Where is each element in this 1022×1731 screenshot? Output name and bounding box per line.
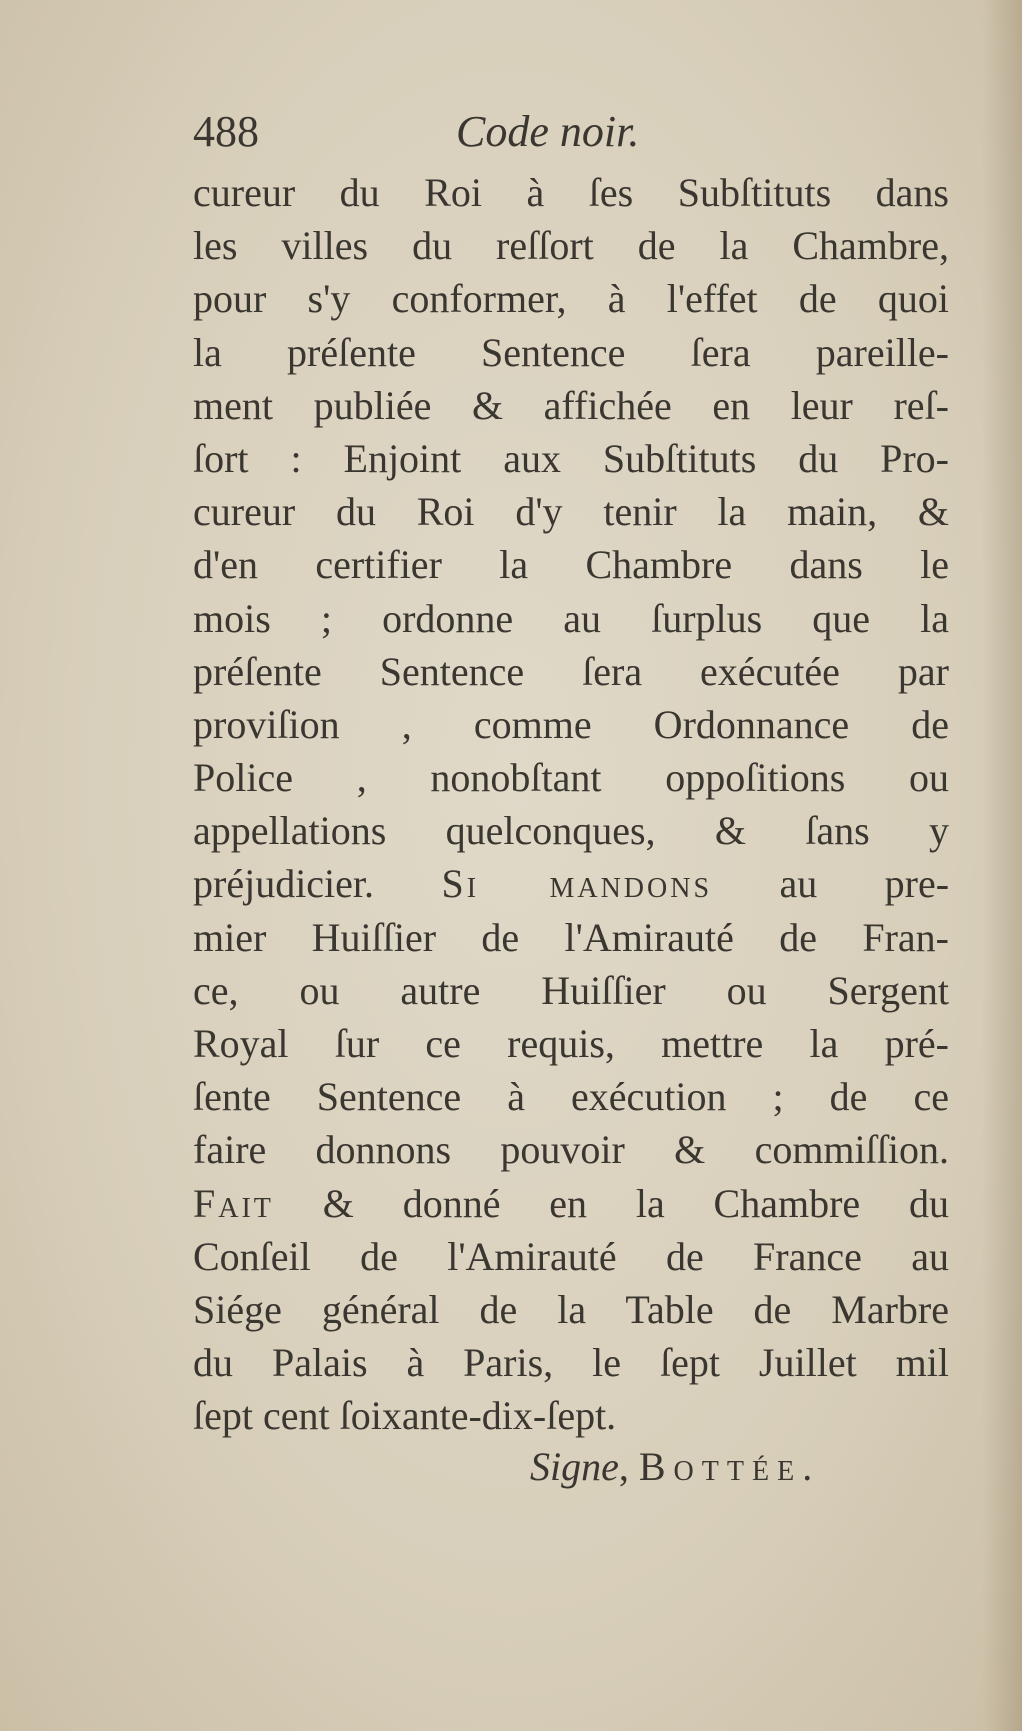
signature-line — [530, 1440, 820, 1493]
text-line: ment publiée & affichée en leur reſ- — [193, 382, 949, 428]
text-line: du Palais à Paris, le ſept Juillet mil — [193, 1340, 949, 1386]
page-number: 488 — [193, 107, 259, 156]
text-line: ſept cent ſoixante-dix-ſept. — [193, 1393, 617, 1439]
text-line: Police , nonobſtant oppoſitions ou — [193, 755, 949, 801]
small-caps-text: Si mandons — [441, 861, 713, 907]
text-span: au pre- — [779, 861, 950, 907]
text-line: préſente Sentence ſera exécutée par — [193, 648, 949, 694]
text-line: les villes du reſſort de la Chambre, — [193, 223, 949, 269]
text-line: cureur du Roi à ſes Subſtituts dans — [193, 170, 949, 215]
text-line: appellations quelconques, & ſans y — [193, 808, 949, 854]
signature-name: Bottée. — [638, 1444, 821, 1489]
text-line: ſente Sentence à exécution ; de ce — [193, 1074, 949, 1120]
text-line: mier Huiſſier de l'Amirauté de Fran- — [193, 914, 949, 960]
text-span: & donné en la Chambre du — [322, 1180, 950, 1226]
text-line — [193, 1177, 949, 1230]
text-line: ſort : Enjoint aux Subſtituts du Pro- — [193, 435, 949, 481]
text-line: cureur du Roi d'y tenir la main, & — [193, 489, 949, 535]
text-line: mois ; ordonne au ſurplus que la — [193, 595, 949, 641]
text-line: d'en certifier la Chambre dans le — [193, 542, 949, 588]
text-line — [193, 857, 949, 910]
small-caps-text: Fait — [193, 1180, 274, 1226]
page-gutter-shadow — [982, 0, 1022, 1731]
body-text — [193, 166, 949, 1443]
text-line: ce, ou autre Huiſſier ou Sergent — [193, 967, 949, 1013]
text-line: la préſente Sentence ſera pareille- — [193, 329, 949, 375]
running-title: Code noir. — [456, 107, 640, 156]
page-header — [193, 104, 713, 160]
signature-label: Signe — [530, 1444, 619, 1489]
text-line: faire donnons pouvoir & commiſſion. — [193, 1127, 949, 1173]
text-line: Siége général de la Table de Marbre — [193, 1286, 949, 1332]
text-span: préjudicier. — [193, 861, 375, 907]
text-line: proviſion , comme Ordonnance de — [193, 701, 949, 747]
text-line: Royal ſur ce requis, mettre la pré- — [193, 1021, 949, 1066]
text-line: Conſeil de l'Amirauté de France au — [193, 1233, 949, 1279]
comma: , — [618, 1444, 639, 1489]
text-line: pour s'y conformer, à l'effet de quoi — [193, 276, 949, 322]
